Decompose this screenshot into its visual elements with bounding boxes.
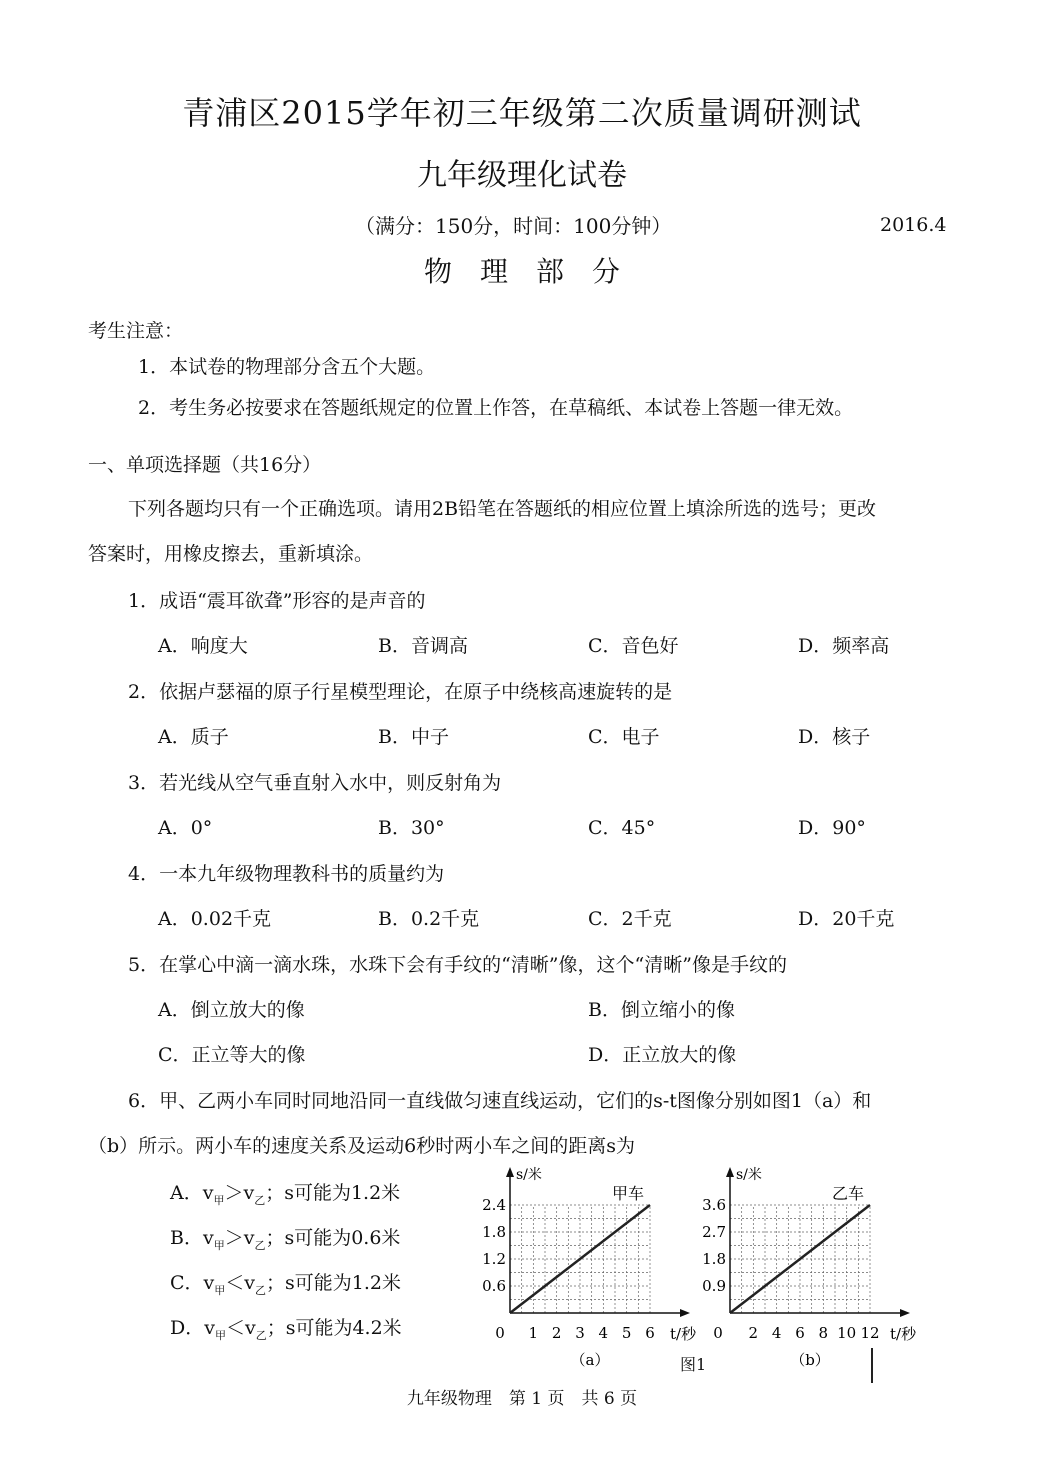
- subscript-yi: 乙: [255, 1328, 267, 1342]
- relation: ＜v: [225, 1317, 256, 1339]
- question-stem: （b）所示。两小车的速度关系及运动6秒时两小车之间的距离s为: [88, 1135, 636, 1157]
- y-tick-label: 1.8: [482, 1223, 506, 1241]
- series-label: 乙车: [832, 1184, 865, 1203]
- option-letter: A．v: [170, 1182, 214, 1204]
- x-tick-label: 10: [837, 1324, 857, 1342]
- x-tick-label: 2: [551, 1324, 562, 1342]
- y-tick-label: 0.9: [702, 1277, 726, 1295]
- section-title: 物理部分: [423, 255, 648, 288]
- option-a: [170, 1178, 400, 1208]
- option-letter: D．v: [170, 1317, 215, 1339]
- x-tick-label: 2: [748, 1324, 759, 1342]
- subscript-jia: 甲: [213, 1193, 225, 1207]
- y-tick-label: 2.7: [702, 1223, 726, 1241]
- x-tick-label: 5: [621, 1324, 632, 1342]
- series-label: 甲车: [612, 1184, 645, 1203]
- question-stem: 4．一本九年级物理教科书的质量约为: [128, 863, 445, 885]
- question-stem: 2．依据卢瑟福的原子行星模型理论，在原子中绕核高速旋转的是: [128, 681, 673, 703]
- question-stem: 6．甲、乙两小车同时同地沿同一直线做匀速直线运动，它们的s-t图像分别如图1（a）和: [128, 1090, 872, 1112]
- option-c: C．45°: [588, 817, 656, 839]
- y-axis-label: s/米: [736, 1167, 762, 1183]
- subfigure-caption: （a）: [570, 1351, 610, 1369]
- exam-title: 青浦区2015学年初三年级第二次质量调研测试: [182, 94, 862, 132]
- option-b: B．30°: [378, 817, 445, 839]
- subscript-yi: 乙: [254, 1238, 266, 1252]
- subfigure-caption: （b）: [790, 1351, 830, 1369]
- option-a: A．0°: [158, 817, 213, 839]
- y-axis-arrow: [506, 1167, 514, 1177]
- option-c: C．正立等大的像: [158, 1044, 306, 1066]
- option-tail: ；s可能为0.6米: [265, 1227, 401, 1249]
- option-c: C．2千克: [588, 908, 672, 930]
- question-stem: 1．成语“震耳欲聋”形容的是声音的: [128, 590, 426, 612]
- x-tick-label: 6: [645, 1324, 655, 1342]
- question-stem: 3．若光线从空气垂直射入水中，则反射角为: [128, 772, 502, 794]
- notice-item: 2．考生务必按要求在答题纸规定的位置上作答，在草稿纸、本试卷上答题一律无效。: [138, 397, 854, 419]
- relation: ＞v: [224, 1182, 255, 1204]
- notice-item: 1．本试卷的物理部分含五个大题。: [138, 356, 436, 378]
- x-tick-label: 1: [528, 1324, 539, 1342]
- figure-caption: 图1: [680, 1355, 707, 1374]
- option-b: B．中子: [378, 726, 449, 748]
- option-c: C．电子: [588, 726, 660, 748]
- x-tick-label: 0: [495, 1324, 505, 1342]
- x-axis-arrow: [680, 1309, 690, 1317]
- margin-rule: [871, 1348, 873, 1383]
- notice-label: 考生注意：: [88, 320, 184, 342]
- option-tail: ；s可能为1.2米: [265, 1182, 401, 1204]
- paper-title: 九年级理化试卷: [417, 158, 627, 193]
- option-letter: C．v: [170, 1272, 215, 1294]
- graph-a-svg: [470, 1155, 720, 1385]
- x-tick-label: 6: [795, 1324, 805, 1342]
- subscript-jia: 甲: [214, 1283, 226, 1297]
- exam-info: （满分：150分，时间：100分钟）: [355, 214, 672, 238]
- x-tick-label: 3: [575, 1324, 585, 1342]
- x-axis-label: t/秒: [890, 1325, 917, 1343]
- option-b: B．倒立缩小的像: [588, 999, 735, 1021]
- relation: ＜v: [225, 1272, 256, 1294]
- option-c: [170, 1268, 401, 1298]
- option-d: D．频率高: [798, 635, 890, 657]
- option-b: [170, 1223, 400, 1253]
- option-c: C．音色好: [588, 635, 679, 657]
- x-tick-label: 8: [818, 1324, 829, 1342]
- y-tick-label: 0.6: [482, 1277, 506, 1295]
- option-tail: ；s可能为4.2米: [266, 1317, 402, 1339]
- x-axis-arrow: [900, 1309, 910, 1317]
- x-tick-label: 4: [771, 1324, 782, 1342]
- subscript-jia: 甲: [214, 1328, 226, 1342]
- option-a: A．倒立放大的像: [158, 999, 305, 1021]
- option-d: [170, 1313, 402, 1343]
- page-footer: 九年级物理 第 1 页 共 6 页: [406, 1389, 638, 1409]
- x-tick-label: 4: [598, 1324, 609, 1342]
- option-tail: ；s可能为1.2米: [266, 1272, 401, 1294]
- option-letter: B．v: [170, 1227, 214, 1249]
- part-heading: 一、单项选择题（共16分）: [88, 454, 322, 476]
- y-tick-label: 1.8: [702, 1250, 726, 1268]
- x-tick-label: 12: [860, 1324, 880, 1342]
- y-tick-label: 3.6: [702, 1196, 726, 1214]
- instruction-line: 答案时，用橡皮擦去，重新填涂。: [88, 543, 374, 565]
- x-axis-label: t/秒: [670, 1325, 697, 1343]
- question-stem: 5．在掌心中滴一滴水珠，水珠下会有手纹的“清晰”像，这个“清晰”像是手纹的: [128, 954, 787, 976]
- option-d: D．20千克: [798, 908, 895, 930]
- y-axis-label: s/米: [516, 1167, 542, 1183]
- option-a: A．响度大: [158, 635, 248, 657]
- origin-label: 0: [713, 1324, 723, 1342]
- option-b: B．0.2千克: [378, 908, 480, 930]
- option-a: A．0.02千克: [158, 908, 272, 930]
- option-b: B．音调高: [378, 635, 468, 657]
- option-d: D．90°: [798, 817, 866, 839]
- relation: ＞v: [224, 1227, 255, 1249]
- y-axis-arrow: [726, 1167, 734, 1177]
- subscript-jia: 甲: [213, 1238, 225, 1252]
- y-tick-label: 2.4: [482, 1196, 506, 1214]
- option-a: A．质子: [158, 726, 229, 748]
- option-d: D．核子: [798, 726, 871, 748]
- subscript-yi: 乙: [255, 1283, 267, 1297]
- graph-b: [690, 1155, 940, 1389]
- exam-date: 2016.4: [880, 214, 947, 236]
- instruction-line: 下列各题均只有一个正确选项。请用2B铅笔在答题纸的相应位置上填涂所选的选号；更改: [128, 498, 877, 520]
- y-tick-label: 1.2: [482, 1250, 506, 1268]
- subscript-yi: 乙: [254, 1193, 266, 1207]
- graph-b-svg: [690, 1155, 940, 1385]
- option-d: D．正立放大的像: [588, 1044, 737, 1066]
